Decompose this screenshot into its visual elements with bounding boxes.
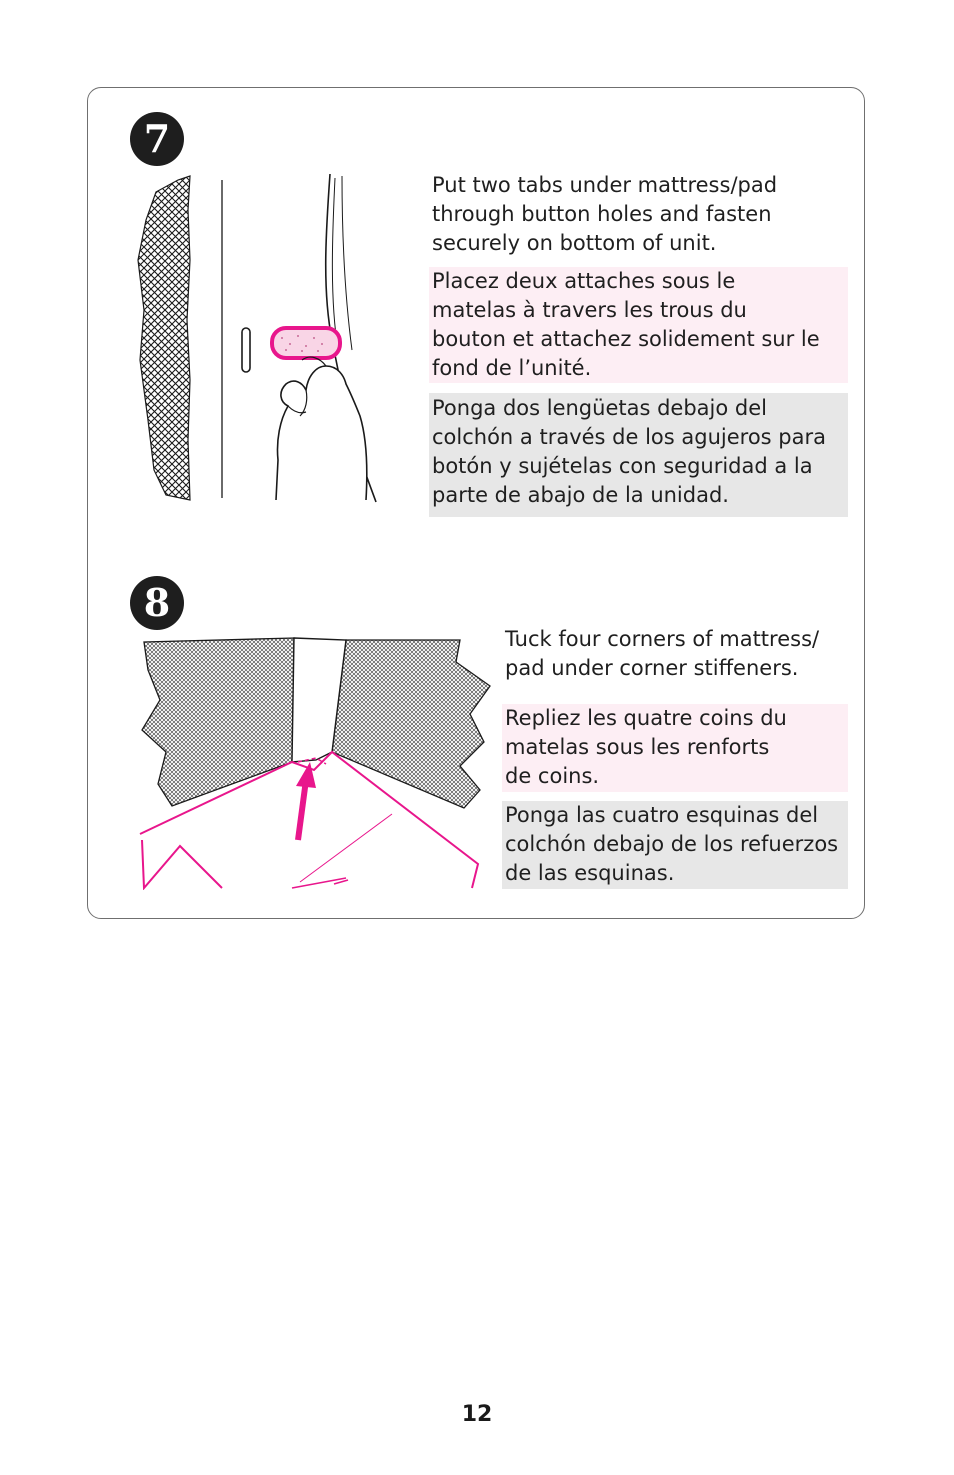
step-7-spanish-text: Ponga dos lengüetas debajo del colchón a través de los agujeros para botón y sujételas con seguridad a la parte de abajo de la unidad. — [429, 393, 848, 517]
step-8-english-text: Tuck four corners of mattress/ pad under corner stiffeners. — [505, 627, 820, 680]
step-7-badge: 7 — [130, 112, 184, 166]
step-8-badge: 8 — [130, 576, 184, 630]
step-7-french-text: Placez deux attaches sous le matelas à travers les trous du bouton et attachez solidement sur le fond de l’unité. — [429, 267, 848, 383]
mattress-corner-tuck-illustration — [134, 634, 494, 890]
hand-fastening-tab-illustration — [130, 170, 390, 510]
step-7-english-text: Put two tabs under mattress/pad through button holes and fasten securely on bottom of unit. — [432, 173, 778, 255]
step-8-french-text: Repliez les quatre coins du matelas sous les renforts de coins. — [502, 704, 848, 792]
page-number: 12 — [461, 1402, 493, 1427]
step-8-spanish-text: Ponga las cuatro esquinas del colchón debajo de los refuerzos de las esquinas. — [502, 801, 848, 889]
